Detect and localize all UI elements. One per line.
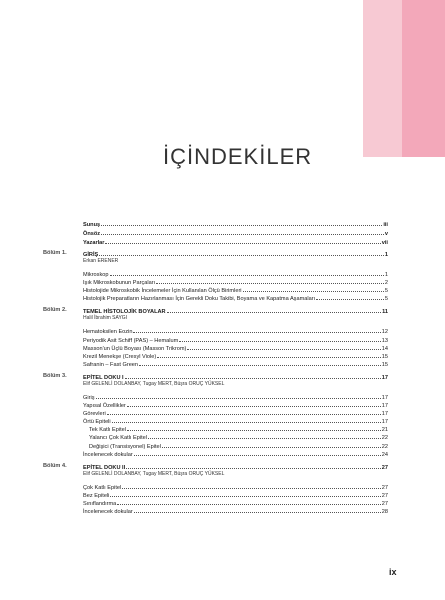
toc-dot-leader [148, 433, 381, 439]
toc-entry-text: Mikroskop [83, 272, 109, 278]
toc-dot-leader [179, 336, 381, 342]
toc-dot-leader [134, 507, 381, 513]
toc-dot-leader [316, 294, 384, 300]
toc-dot-leader [167, 307, 382, 313]
toc-dot-leader [162, 442, 381, 448]
toc-line [83, 450, 388, 459]
chapter-label: Bölüm 2. [43, 307, 67, 314]
toc-entry-page: 27 [381, 484, 388, 491]
chapter-author: Elif GELENLİ DOLANBAY, Tugay MERT, Büşra ORUÇ YÜKSEL [83, 470, 225, 477]
chapter-author-row [0, 258, 445, 267]
toc-entry-page: 1 [384, 252, 388, 258]
chapter-author-row [0, 471, 445, 480]
toc-entry-text: Periyodik Asit Schiff (PAS) – Hemalum [83, 337, 179, 344]
toc-line [83, 294, 388, 303]
toc-dot-leader [99, 250, 384, 256]
toc-entry-text: Yapısal Özellikler [83, 403, 126, 409]
page-number: ix [389, 567, 397, 577]
page-title: İÇİNDEKİLER [163, 143, 313, 169]
toc-entry-page: 15 [381, 361, 388, 368]
toc-entry-page: vii [381, 240, 388, 246]
toc-dot-leader [157, 352, 381, 358]
decorative-pink-band-light [363, 0, 402, 157]
toc-dot-leader [110, 270, 384, 276]
toc-entry-text: İncelenecek dokular [83, 509, 133, 515]
toc-entry-page: 17 [381, 374, 388, 381]
toc-dot-leader [133, 327, 380, 333]
toc-entry-page: 17 [381, 394, 388, 401]
chapter-author-row [0, 381, 445, 390]
toc-line [83, 507, 388, 516]
toc-dot-leader [126, 463, 381, 469]
toc-entry-text: GİRİŞ [83, 252, 99, 258]
toc-dot-leader [139, 360, 381, 366]
toc-dot-leader [187, 344, 380, 350]
toc-dot-leader [101, 220, 382, 226]
toc-entry-page: v [384, 231, 388, 237]
toc-entry-text: Işık Mikroskobunun Parçaları [83, 280, 156, 287]
toc-dot-leader [125, 373, 381, 379]
chapter-author: Erkan ERENER [83, 258, 119, 264]
toc-dot-leader [101, 229, 384, 235]
toc-entry-page: 14 [381, 345, 388, 352]
toc-front-entry [0, 238, 445, 247]
toc-entry-text: Giriş [83, 394, 95, 401]
toc-entry-text: Değişici (Transisyonel) Epitel [89, 443, 161, 450]
toc-entry-page: 11 [382, 309, 388, 316]
toc-dot-leader [110, 491, 380, 497]
toc-entry-text: EPİTEL DOKU II [83, 464, 126, 471]
toc-entry-page: 22 [381, 435, 388, 442]
toc-entry-page: 24 [381, 451, 388, 458]
chapter-author: Elif GELENLİ DOLANBAY, Tugay MERT, Büşra ORUÇ YÜKSEL [83, 380, 225, 387]
toc-entry-page: 5 [384, 288, 388, 295]
toc-entry-text: Histolojide Mikroskobik İncelemeler İçin Kullanılan Ölçü Birimleri [83, 288, 242, 295]
toc-dot-leader [156, 278, 384, 284]
toc-entry-page: 12 [381, 329, 388, 336]
toc-entry [0, 507, 445, 516]
toc-dot-leader [243, 286, 384, 292]
toc-entry-text: Hematoksilen Eozin [83, 329, 133, 336]
toc-line [83, 238, 388, 247]
toc-dot-leader [117, 499, 380, 505]
chapter-label: Bölüm 1. [43, 250, 67, 256]
toc-front-entry [0, 220, 445, 229]
toc-dot-leader [127, 425, 381, 431]
toc-entry-text: Krezil Menekşe (Cresyl Viole) [83, 353, 157, 360]
toc-entry-text: Önsöz [83, 231, 101, 237]
chapter-label: Bölüm 4. [43, 462, 67, 469]
toc-entry-text: Tek Katlı Epitel [89, 427, 126, 434]
toc-entry-page: 21 [381, 427, 388, 434]
toc-dot-leader [96, 393, 381, 399]
toc-entry-page: 28 [381, 509, 388, 515]
toc-line [83, 360, 388, 369]
toc-entry-text: Safranin – Fast Green [83, 361, 139, 368]
toc-entry-text: EPİTEL DOKU I [83, 374, 124, 381]
toc-dot-leader [134, 450, 381, 456]
toc-entry-text: Sunuş [83, 222, 101, 228]
decorative-pink-band-dark [402, 0, 445, 157]
toc-entry-text: Örtü Epiteli [83, 419, 111, 426]
chapter-author-row [0, 315, 445, 324]
chapter-author: Halil İbrahim SAYGI [83, 315, 128, 322]
toc-entry-text: Histolojik Preparatların Hazırlanması İçin Gerekli Doku Takibi, Boyama ve Kapatma Aşamaları [83, 296, 316, 303]
toc-entry-text: Yazarlar [83, 240, 105, 246]
toc-line [83, 229, 388, 238]
toc-entry-text: Yalancı Çok Katlı Epitel [89, 435, 148, 442]
toc-entry-page: 15 [381, 353, 388, 360]
toc-dot-leader [112, 417, 381, 423]
toc-front-entry [0, 229, 445, 238]
toc-entry-page: 17 [381, 403, 388, 409]
toc-entry-page: 5 [384, 296, 388, 303]
toc-dot-leader [107, 409, 381, 415]
toc-line [83, 220, 388, 229]
toc-entry [0, 360, 445, 369]
toc-entry-text: İncelenecek dokular [83, 451, 133, 458]
toc-entry-page: 27 [381, 500, 388, 507]
toc-entry-text: Çok Katlı Epitel [83, 484, 122, 491]
toc-entry-page: 27 [381, 492, 388, 499]
toc-entry [0, 450, 445, 459]
toc-entry-page: 17 [381, 411, 388, 418]
toc-entry-text: Görevleri [83, 411, 106, 418]
chapter-label: Bölüm 3. [43, 372, 67, 379]
toc-dot-leader [127, 401, 381, 407]
toc-entry-text: Bez Epiteli [83, 492, 110, 499]
toc-entry-page: 22 [381, 443, 388, 450]
toc-entry-page: 1 [384, 272, 388, 278]
toc-dot-leader [122, 483, 381, 489]
toc-dot-leader [105, 238, 380, 244]
toc-entry-page: iii [383, 222, 388, 228]
toc-entry-page: 17 [381, 419, 388, 426]
toc-entry-text: Sınıflandırma [83, 500, 117, 507]
toc-entry-page: 27 [381, 464, 388, 471]
toc-entry-text: Masson'un Üçlü Boyası (Masson Trikrom) [83, 345, 187, 352]
toc-entry-page: 2 [384, 280, 388, 287]
toc-entry-page: 13 [381, 337, 388, 344]
toc-entry-text: TEMEL HİSTOLOJİK BOYALAR [83, 309, 166, 316]
toc-entry [0, 294, 445, 303]
